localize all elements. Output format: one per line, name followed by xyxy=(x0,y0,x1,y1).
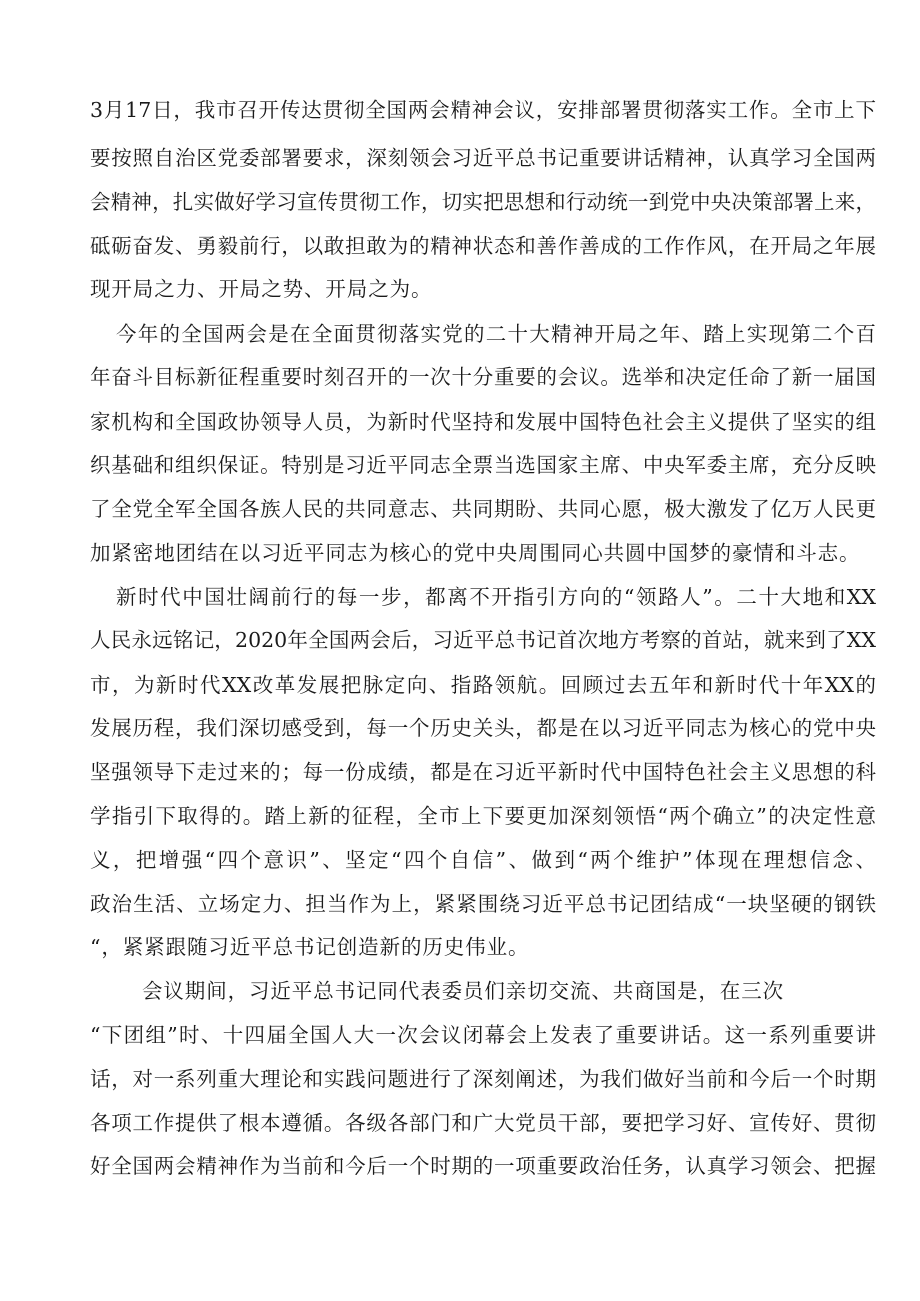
paragraph-3-line-1: 新时代中国壮阔前行的每一步，都离不开指引方向的“领路人”。二十大地和XX xyxy=(116,585,876,609)
paragraph-4-line-5: 好全国两会精神作为当前和今后一个时期的一项重要政治任务，认真学习领会、把握 xyxy=(90,1154,876,1178)
paragraph-1-line-5: 现开局之力、开局之势、开局之为。 xyxy=(90,277,433,301)
paragraph-2-line-5: 了全党全军全国各族人民的共同意志、共同期盼、共同心愿，极大激发了亿万人民更 xyxy=(90,497,876,521)
paragraph-3-line-2: 人民永远铭记，2020年全国两会后，习近平总书记首次地方考察的首站，就来到了XX xyxy=(90,628,876,652)
paragraph-4-line-3: 话，对一系列重大理论和实践问题进行了深刻阐述，为我们做好当前和今后一个时期 xyxy=(90,1067,876,1091)
paragraph-4-line-1: 会议期间，习近平总书记同代表委员们亲切交流、共商国是，在三次 xyxy=(142,979,784,1003)
paragraph-1-line-3: 会精神，扎实做好学习宣传贯彻工作，切实把思想和行动统一到党中央决策部署上来， xyxy=(90,190,876,214)
paragraph-3-line-7: 义，把增强“四个意识”、坚定“四个自信”、做到“两个维护”体现在理想信念、 xyxy=(90,848,876,872)
paragraph-2-line-4: 织基础和组织保证。特别是习近平同志全票当选国家主席、中央军委主席，充分反映 xyxy=(90,453,876,477)
paragraph-2-line-6: 加紧密地团结在以习近平同志为核心的党中央周围同心共圆中国梦的豪情和斗志。 xyxy=(90,541,861,565)
paragraph-4-line-2: “下团组”时、十四届全国人大一次会议闭幕会上发表了重要讲话。这一系列重要讲 xyxy=(90,1023,876,1047)
paragraph-4-line-4: 各项工作提供了根本遵循。各级各部门和广大党员干部，要把学习好、宣传好、贯彻 xyxy=(90,1111,876,1135)
paragraph-1-line-4: 砥砺奋发、勇毅前行，以敢担敢为的精神状态和善作善成的工作作风，在开局之年展 xyxy=(90,234,876,258)
paragraph-3-line-6: 学指引下取得的。踏上新的征程，全市上下要更加深刻领悟“两个确立”的决定性意 xyxy=(90,804,876,828)
paragraph-3-line-8: 政治生活、立场定力、担当作为上，紧紧围绕习近平总书记团结成“一块坚硬的钢铁 xyxy=(90,892,876,916)
paragraph-2-line-2: 年奋斗目标新征程重要时刻召开的一次十分重要的会议。选举和决定任命了新一届国 xyxy=(90,365,876,389)
paragraph-3-line-5: 坚强领导下走过来的；每一份成绩，都是在习近平新时代中国特色社会主义思想的科 xyxy=(90,760,876,784)
paragraph-3-line-3: 市，为新时代XX改革发展把脉定向、指路领航。回顾过去五年和新时代十年XX的 xyxy=(90,673,876,697)
paragraph-2-line-3: 家机构和全国政协领导人员，为新时代坚持和发展中国特色社会主义提供了坚实的组 xyxy=(90,410,876,434)
paragraph-2-line-1: 今年的全国两会是在全面贯彻落实党的二十大精神开局之年、踏上实现第二个百 xyxy=(116,322,876,346)
paragraph-3-line-4: 发展历程，我们深切感受到，每一个历史关头，都是在以习近平同志为核心的党中央 xyxy=(90,716,876,740)
paragraph-3-line-9: “，紧紧跟随习近平总书记创造新的历史伟业。 xyxy=(90,935,530,959)
paragraph-1-line-2: 要按照自治区党委部署要求，深刻领会习近平总书记重要讲话精神，认真学习全国两 xyxy=(90,146,876,170)
paragraph-1-line-1: 3月17日，我市召开传达贯彻全国两会精神会议，安排部署贯彻落实工作。全市上下 xyxy=(90,98,876,122)
